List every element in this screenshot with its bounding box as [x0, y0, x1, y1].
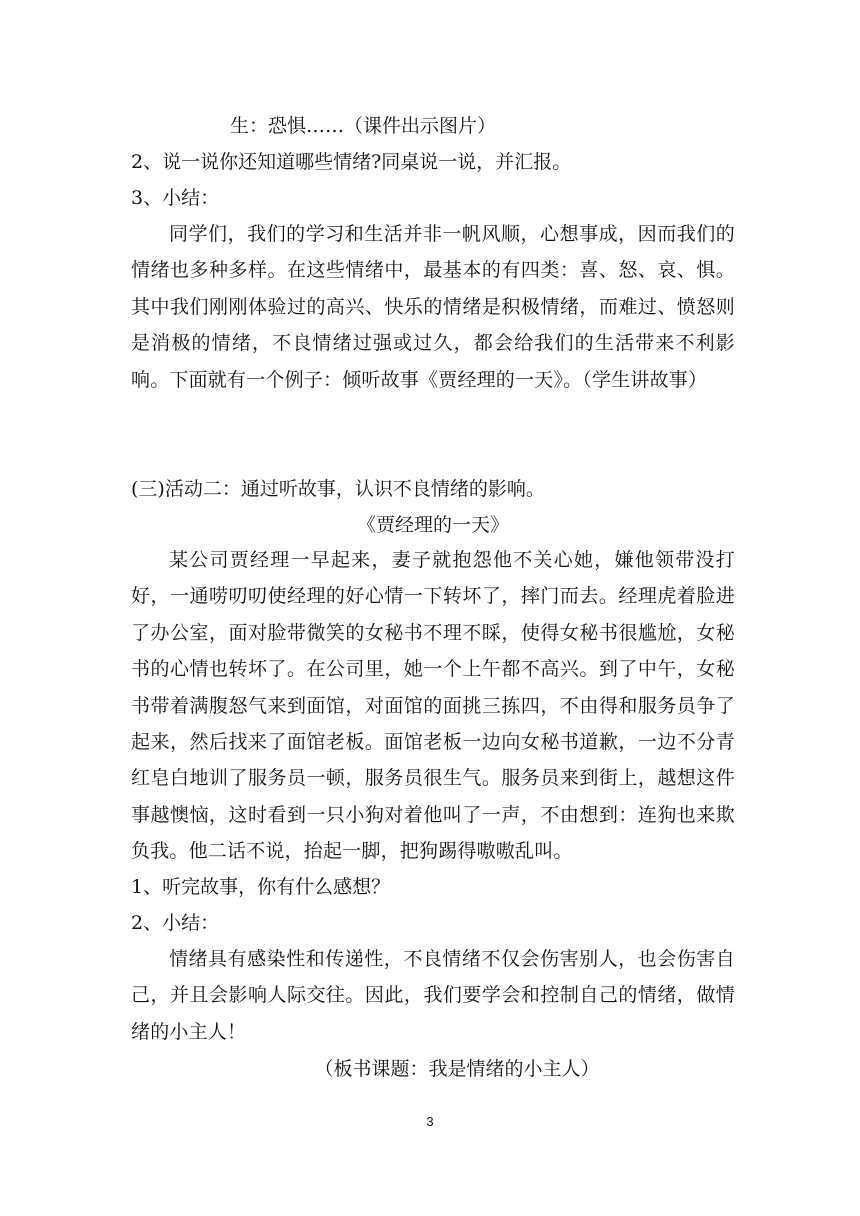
question-after-story: 1、听完故事，你有什么感想？ — [131, 876, 391, 898]
summary-paragraph: 同学们，我们的学习和生活并非一帆风顺，心想事成，因而我们的情绪也多种多样。在这些情绪中，最基本的有四类：喜、怒、哀、惧。其中我们刚刚体验过的高兴、快乐的情绪是积极情绪，而难过、愤怒则是消极的情绪，不良情绪过强或过久，都会给我们的生活带来不利影响。下面就有一个例子：倾听故事《贾经理的一天》。（学生讲故事） — [131, 223, 735, 391]
summary-label: 3、小结： — [131, 187, 220, 209]
student-answer-line: 生：恐惧……（课件出示图片） — [230, 115, 497, 137]
story-title: 《贾经理的一天》 — [356, 514, 509, 536]
list-item-other-emotions: 2、说一说你还知道哪些情绪?同桌说一说，并汇报。 — [131, 151, 572, 173]
conclusion-paragraph: 情绪具有感染性和传递性，不良情绪不仅会伤害别人，也会伤害自己，并且会影响人际交往。因此，我们要学会和控制自己的情绪，做情绪的小主人！ — [131, 948, 735, 1043]
story-paragraph: 某公司贾经理一早起来，妻子就抱怨他不关心她，嫌他领带没打好，一通唠叨叨使经理的好心情一下转坏了，摔门而去。经理虎着脸进了办公室，面对脸带微笑的女秘书不理不睬，使得女秘书很尴尬，女秘书的心情也转坏了。在公司里，她一个上午都不高兴。到了中午，女秘书带着满腹怒气来到面馆，对面馆的面挑三拣四，不由得和服务员争了起来，然后找来了面馆老板。面馆老板一边向女秘书道歉，一边不分青红皂白地训了服务员一顿，服务员很生气。服务员来到街上，越想这件事越懊恼，这时看到一只小狗对着他叫了一声，不由想到：连狗也来欺负我。他二话不说，抬起一脚，把狗踢得嗷嗷乱叫。 — [131, 549, 735, 863]
conclusion-label: 2、小结： — [131, 912, 220, 934]
board-title: （板书课题：我是情绪的小主人） — [314, 1058, 600, 1080]
page-number: 3 — [426, 1114, 434, 1129]
activity-heading: (三)活动二：通过听故事，认识不良情绪的影响。 — [131, 478, 545, 500]
